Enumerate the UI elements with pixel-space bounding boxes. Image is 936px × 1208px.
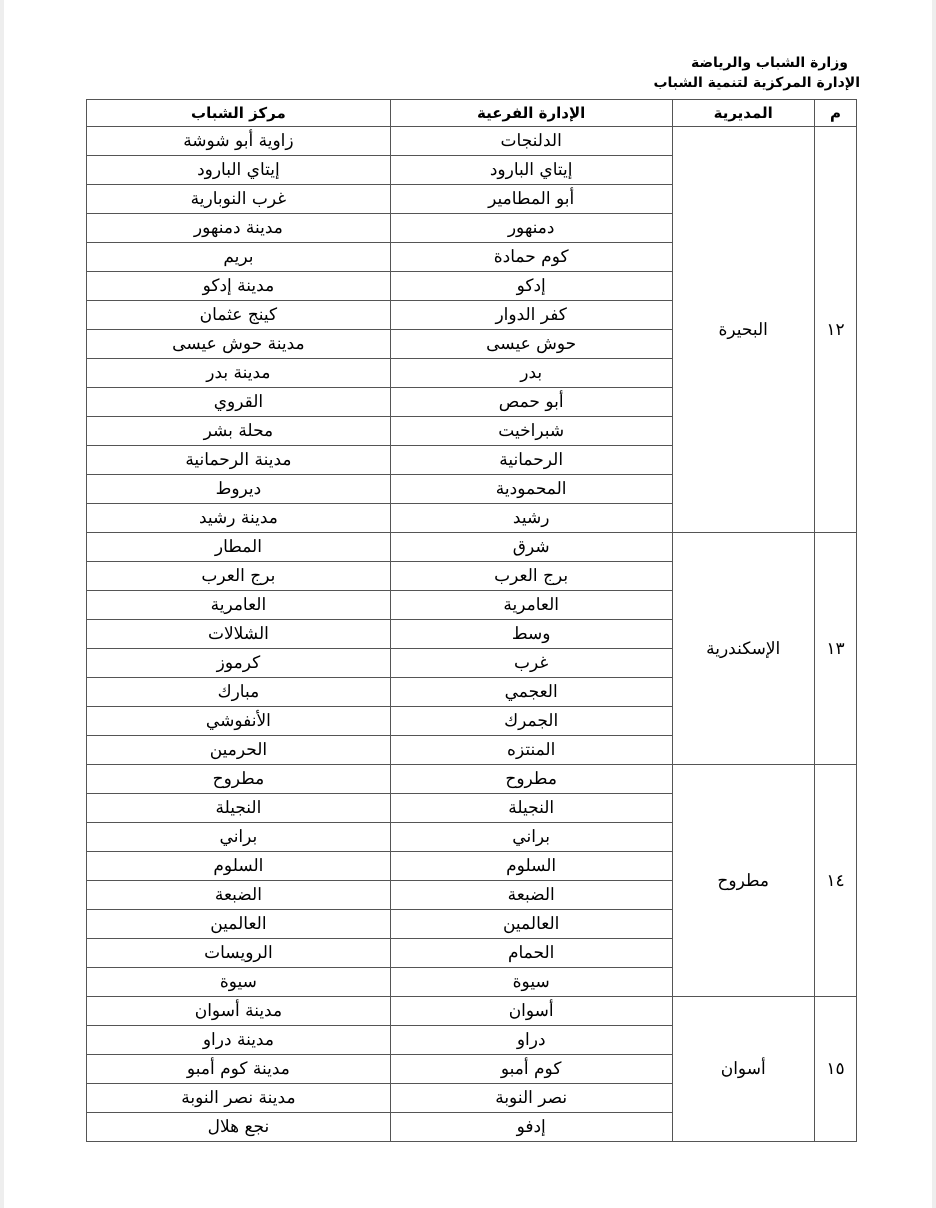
youth-center-cell: مدينة دراو (87, 1026, 391, 1055)
branch-cell: رشيد (390, 504, 672, 533)
youth-center-cell: العامرية (87, 591, 391, 620)
table-body (87, 127, 857, 1142)
branch-cell: الرحمانية (390, 446, 672, 475)
youth-center-cell: السلوم (87, 852, 391, 881)
branch-cell: كوم أمبو (390, 1055, 672, 1084)
branch-cell: مطروح (390, 765, 672, 794)
branch-cell: العجمي (390, 678, 672, 707)
document-page (4, 0, 932, 1208)
row-number-cell: ١٤ (814, 765, 856, 997)
branch-cell: دراو (390, 1026, 672, 1055)
youth-center-cell: الضبعة (87, 881, 391, 910)
youth-center-cell: برج العرب (87, 562, 391, 591)
branch-cell: الجمرك (390, 707, 672, 736)
row-number-cell: ١٢ (814, 127, 856, 533)
youth-center-cell: براني (87, 823, 391, 852)
youth-center-cell: مدينة نصر النوبة (87, 1084, 391, 1113)
row-number-cell: ١٣ (814, 533, 856, 765)
branch-cell: وسط (390, 620, 672, 649)
branch-cell: شرق (390, 533, 672, 562)
youth-center-cell: كينج عثمان (87, 301, 391, 330)
youth-center-cell: مدينة رشيد (87, 504, 391, 533)
branch-cell: أبو المطامير (390, 185, 672, 214)
branch-cell: السلوم (390, 852, 672, 881)
directorate-cell: البحيرة (672, 127, 814, 533)
youth-center-cell: نجع هلال (87, 1113, 391, 1142)
row-number-cell: ١٥ (814, 997, 856, 1142)
table-row (87, 127, 857, 156)
branch-cell: كوم حمادة (390, 243, 672, 272)
branch-cell: براني (390, 823, 672, 852)
branch-cell: النجيلة (390, 794, 672, 823)
youth-center-cell: المطار (87, 533, 391, 562)
branch-cell: الحمام (390, 939, 672, 968)
youth-center-cell: مدينة حوش عيسى (87, 330, 391, 359)
youth-center-cell: الحرمين (87, 736, 391, 765)
department-title: الإدارة المركزية لتنمية الشباب (653, 75, 860, 91)
youth-center-cell: مطروح (87, 765, 391, 794)
youth-center-cell: بريم (87, 243, 391, 272)
directorate-cell: الإسكندرية (672, 533, 814, 765)
youth-center-cell: محلة بشر (87, 417, 391, 446)
column-header-youth-center: مركز الشباب (87, 100, 391, 127)
youth-center-cell: مدينة بدر (87, 359, 391, 388)
branch-cell: حوش عيسى (390, 330, 672, 359)
youth-center-cell: مدينة أسوان (87, 997, 391, 1026)
document-header (653, 53, 860, 93)
branch-cell: أبو حمص (390, 388, 672, 417)
youth-center-cell: إيتاي البارود (87, 156, 391, 185)
youth-center-cell: القروي (87, 388, 391, 417)
branch-cell: شبراخيت (390, 417, 672, 446)
branch-cell: الدلنجات (390, 127, 672, 156)
branch-cell: نصر النوبة (390, 1084, 672, 1113)
directorate-cell: أسوان (672, 997, 814, 1142)
column-header-number: م (814, 100, 856, 127)
branch-cell: الضبعة (390, 881, 672, 910)
branch-cell: بدر (390, 359, 672, 388)
column-header-branch: الإدارة الفرعية (390, 100, 672, 127)
branch-cell: إدكو (390, 272, 672, 301)
table-row (87, 533, 857, 562)
youth-center-cell: مدينة دمنهور (87, 214, 391, 243)
ministry-title: وزارة الشباب والرياضة (691, 55, 848, 71)
youth-centers-table (86, 99, 857, 1142)
branch-cell: أسوان (390, 997, 672, 1026)
youth-center-cell: النجيلة (87, 794, 391, 823)
branch-cell: المنتزه (390, 736, 672, 765)
youth-center-cell: مدينة إدكو (87, 272, 391, 301)
youth-center-cell: الرويسات (87, 939, 391, 968)
branch-cell: إدفو (390, 1113, 672, 1142)
youth-center-cell: زاوية أبو شوشة (87, 127, 391, 156)
table-row (87, 765, 857, 794)
branch-cell: غرب (390, 649, 672, 678)
column-header-directorate: المديرية (672, 100, 814, 127)
youth-center-cell: غرب النوبارية (87, 185, 391, 214)
table-row (87, 997, 857, 1026)
youth-center-cell: كرموز (87, 649, 391, 678)
branch-cell: سيوة (390, 968, 672, 997)
youth-center-cell: الشلالات (87, 620, 391, 649)
branch-cell: العامرية (390, 591, 672, 620)
youth-center-cell: مبارك (87, 678, 391, 707)
branch-cell: المحمودية (390, 475, 672, 504)
youth-center-cell: مدينة كوم أمبو (87, 1055, 391, 1084)
branch-cell: العالمين (390, 910, 672, 939)
youth-center-cell: الأنفوشي (87, 707, 391, 736)
youth-center-cell: مدينة الرحمانية (87, 446, 391, 475)
branch-cell: كفر الدوار (390, 301, 672, 330)
youth-center-cell: العالمين (87, 910, 391, 939)
directorate-cell: مطروح (672, 765, 814, 997)
branch-cell: دمنهور (390, 214, 672, 243)
branch-cell: إيتاي البارود (390, 156, 672, 185)
table-header-row (87, 100, 857, 127)
youth-center-cell: ديروط (87, 475, 391, 504)
branch-cell: برج العرب (390, 562, 672, 591)
youth-center-cell: سيوة (87, 968, 391, 997)
